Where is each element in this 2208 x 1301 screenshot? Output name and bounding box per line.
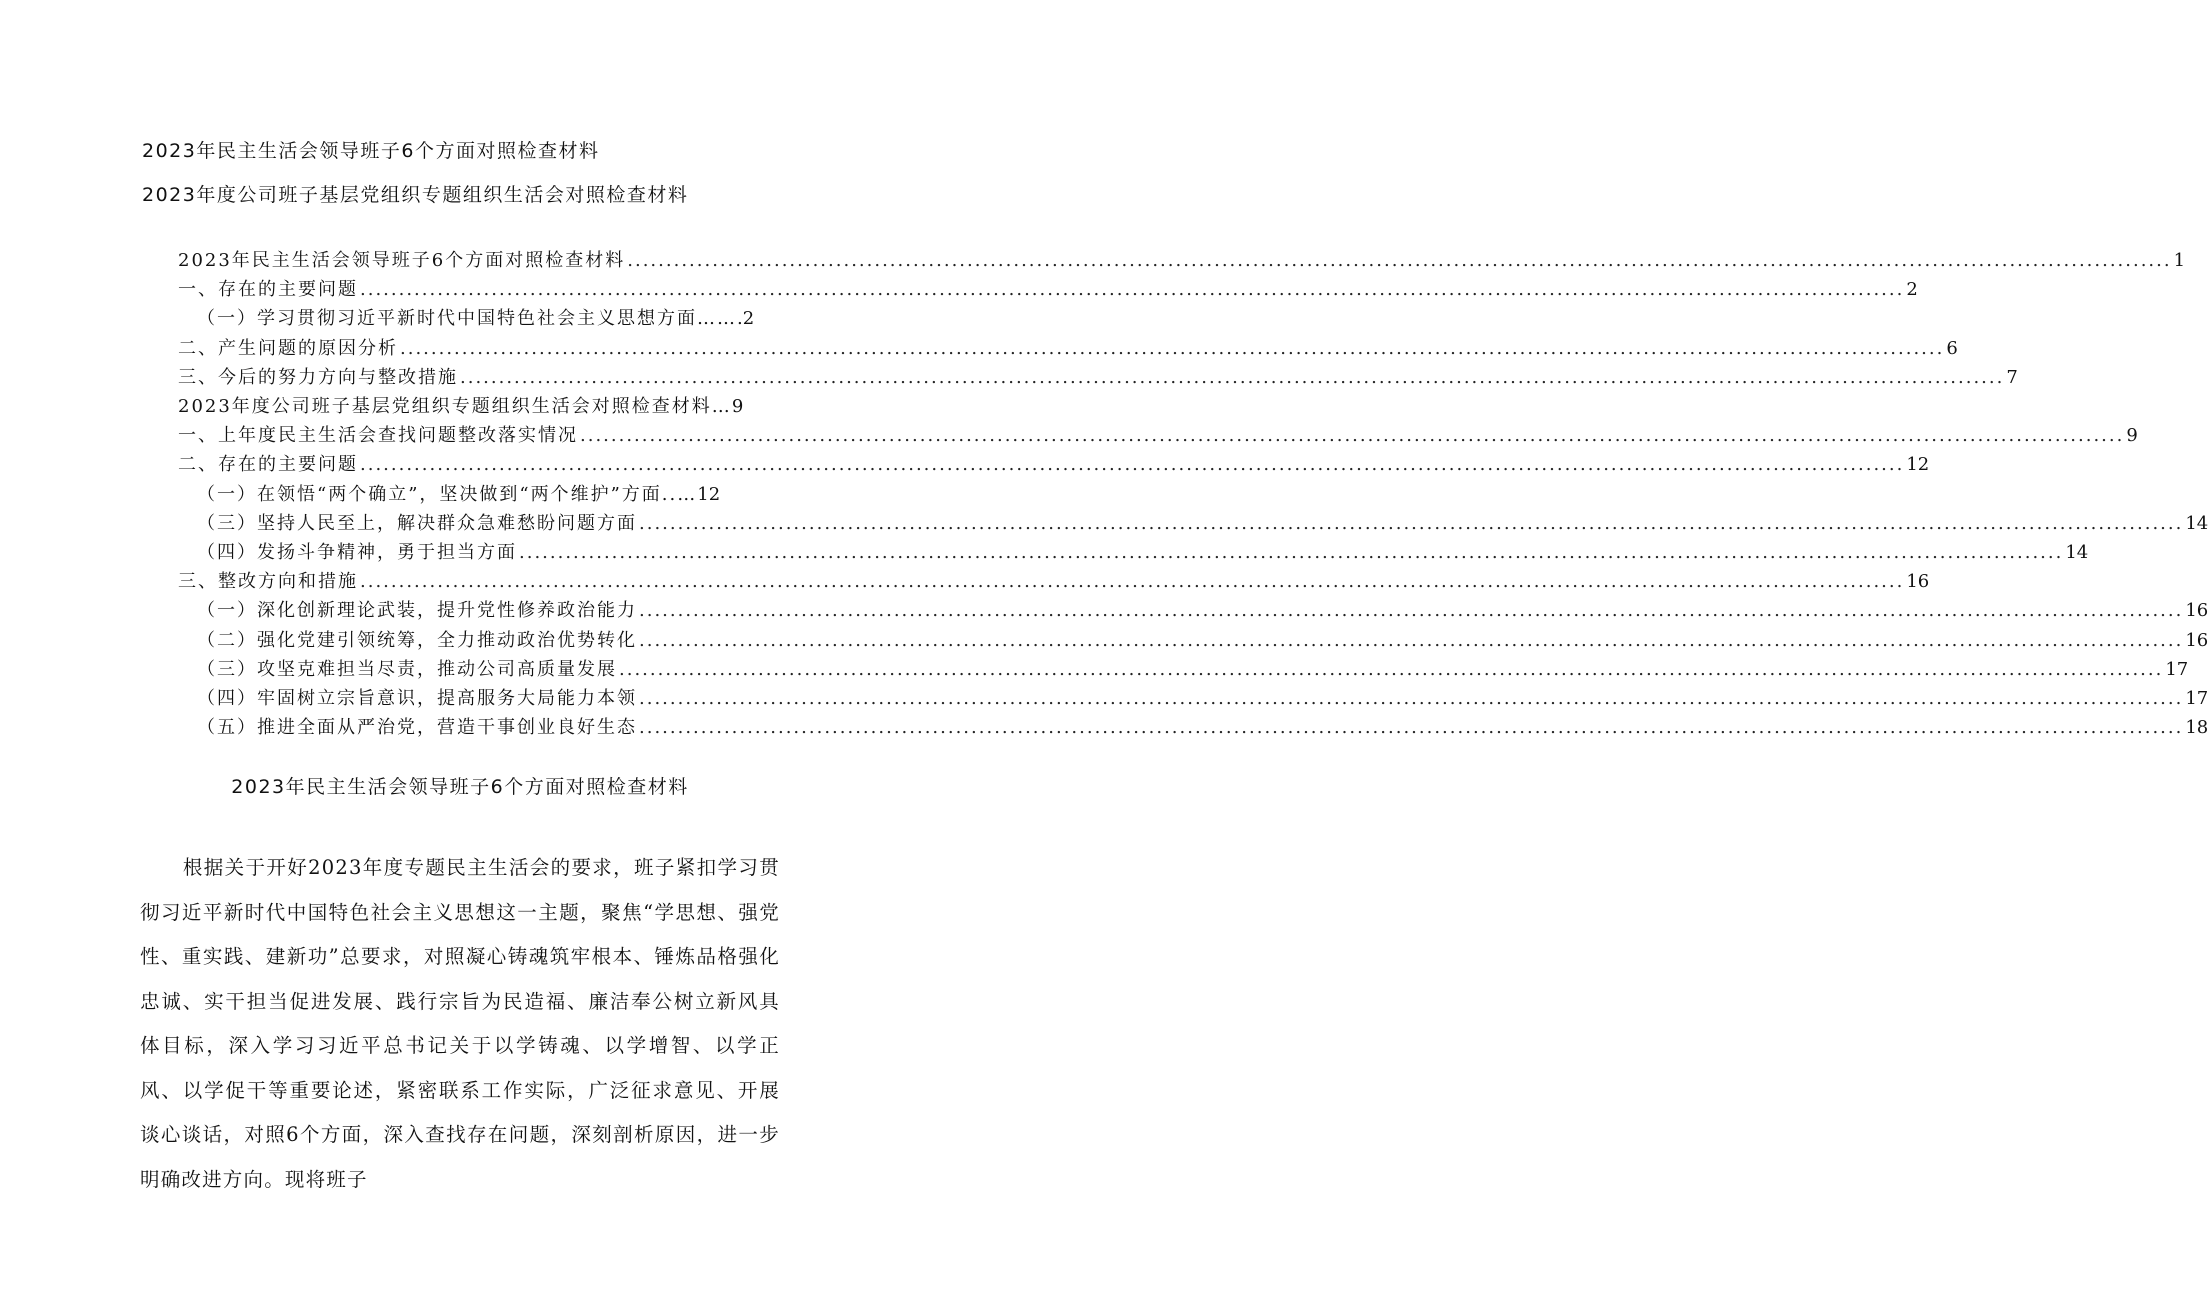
toc-entry[interactable] [178, 421, 2138, 449]
toc-entry[interactable] [197, 713, 2208, 741]
toc-entry[interactable] [197, 684, 2208, 712]
toc-dot-leader: ........................................................................................................................................................................................................ [460, 366, 2005, 388]
toc-dot-leader: ........................................................................................................................................................................................................ [639, 717, 2184, 739]
toc-page-number: 12 [1906, 454, 1930, 476]
toc-entry-label: （三）攻坚克难担当尽责，推动公司高质量发展 [197, 658, 617, 680]
toc-dot-leader: ........................................................................................................................................................................................................ [639, 688, 2184, 709]
toc-page-number: 12 [697, 483, 721, 505]
toc-dot-leader: ........................................................................................................................................................................................................ [580, 425, 2125, 447]
toc-entry-label: （四）牢固树立宗旨意识，提高服务大局能力本领 [197, 688, 637, 709]
toc-entry-label: 一、存在的主要问题 [178, 279, 358, 301]
toc-page-number: 7 [2006, 366, 2018, 388]
toc-entry[interactable] [178, 567, 1930, 595]
toc-entry-label: （四）发扬斗争精神，勇于担当方面 [197, 542, 517, 563]
toc-entry[interactable] [178, 334, 1958, 362]
toc-dot-leader: ........................................................................................................................................................................................................ [400, 337, 1945, 359]
toc-page-number: 16 [2185, 629, 2208, 651]
toc-entry-label: （五）推进全面从严治党，营造干事创业良好生态 [197, 717, 637, 739]
toc-entry[interactable] [178, 246, 2186, 274]
toc-dot-leader: ........................................................................................................................................................................................................ [519, 542, 2064, 563]
toc-entry[interactable] [178, 450, 1930, 478]
toc-dot-leader: ........................................................................................................................................................................................................ [360, 454, 1905, 476]
toc-entry-label: 2023年民主生活会领导班子6个方面对照检查材料 [178, 250, 626, 271]
toc-entry-label: （一）学习贯彻习近平新时代中国特色社会主义思想方面…… [197, 308, 737, 330]
toc-dot-leader: ........................................................................................................................................................................................................ [639, 600, 2184, 622]
toc-page-number: 9 [731, 396, 744, 417]
toc-entry-label: 2023年度公司班子基层党组织专题组织生活会对照检查材料… [178, 396, 732, 417]
toc-entry-label: （一）深化创新理论武装，提升党性修养政治能力 [197, 600, 637, 622]
toc-entry-label: 二、存在的主要问题 [178, 454, 358, 476]
toc-page-number: 16 [2185, 600, 2208, 622]
toc-page-number: 1 [2173, 250, 2186, 271]
section-title: 2023年民主生活会领导班子6个方面对照检查材料 [231, 776, 689, 798]
toc-dot-leader: ........................................................................................................................................................................................................ [360, 571, 1905, 593]
toc-dot-leader: ........................................................................................................................................................................................................ [639, 512, 2184, 534]
toc-entry[interactable] [197, 538, 2089, 566]
toc-entry[interactable] [197, 480, 776, 508]
toc-entry[interactable] [178, 363, 2018, 391]
toc-entry[interactable] [197, 509, 2208, 537]
toc-entry[interactable] [197, 304, 776, 332]
toc-entry-label: 一、上年度民主生活会查找问题整改落实情况 [178, 425, 578, 447]
toc-dot-leader: ........................................................................................................................................................................................................ [360, 279, 1905, 301]
toc-entry-label: （二）强化党建引领统筹，全力推动政治优势转化 [197, 629, 637, 651]
toc-page-number: 6 [1946, 337, 1958, 359]
toc-entry[interactable] [197, 626, 2208, 654]
toc-page-number: 16 [1906, 571, 1930, 593]
toc-page-number: 18 [2185, 717, 2208, 739]
toc-dot-leader: ........................................................................................................................................................................................................ [639, 629, 2184, 651]
toc-page-number: .2 [737, 308, 755, 330]
toc-entry[interactable] [178, 275, 1918, 303]
toc-page-number: 14 [2185, 512, 2208, 534]
toc-entry-label: （一）在领悟“两个确立”，坚决做到“两个维护”方面..… [197, 483, 698, 505]
toc-page-number: 2 [1906, 279, 1918, 301]
toc-entry-label: 三、整改方向和措施 [178, 571, 358, 593]
toc-dot-leader: ........................................................................................................................................................................................................ [619, 658, 2164, 680]
toc-entry[interactable] [178, 392, 776, 420]
toc-dot-leader: ........................................................................................................................................................................................................ [627, 250, 2172, 271]
toc-page-number: 17 [2185, 688, 2208, 709]
toc-page-number: 17 [2165, 658, 2189, 680]
body-paragraph: 根据关于开好2023年度专题民主生活会的要求，班子紧扣学习贯彻习近平新时代中国特色社会主义思想这一主题，聚焦“学思想、强党性、重实践、建新功”总要求，对照凝心铸魂筑牢根本、锤炼品格强化忠诚、实干担当促进发展、践行宗旨为民造福、廉洁奉公树立新风具体目标，深入学习习近平总书记关于以学铸魂、以学增智、以学正风、以学促干等重要论述，紧密联系工作实际，广泛征求意见、开展谈心谈话，对照6个方面，深入查找存在问题，深刻剖析原因，进一步明确改进方向。现将班子 [140, 856, 780, 1191]
toc-entry-label: 三、今后的努力方向与整改措施 [178, 366, 458, 388]
document-title-1: 2023年民主生活会领导班子6个方面对照检查材料 [142, 140, 600, 162]
toc-entry-label: （三）坚持人民至上，解决群众急难愁盼问题方面 [197, 512, 637, 534]
document-title-2: 2023年度公司班子基层党组织专题组织生活会对照检查材料 [142, 184, 689, 206]
toc-entry[interactable] [197, 655, 2189, 683]
toc-entry[interactable] [197, 596, 2208, 624]
toc-page-number: 9 [2126, 425, 2138, 447]
toc-page-number: 14 [2065, 542, 2089, 563]
toc-entry-label: 二、产生问题的原因分析 [178, 337, 398, 359]
